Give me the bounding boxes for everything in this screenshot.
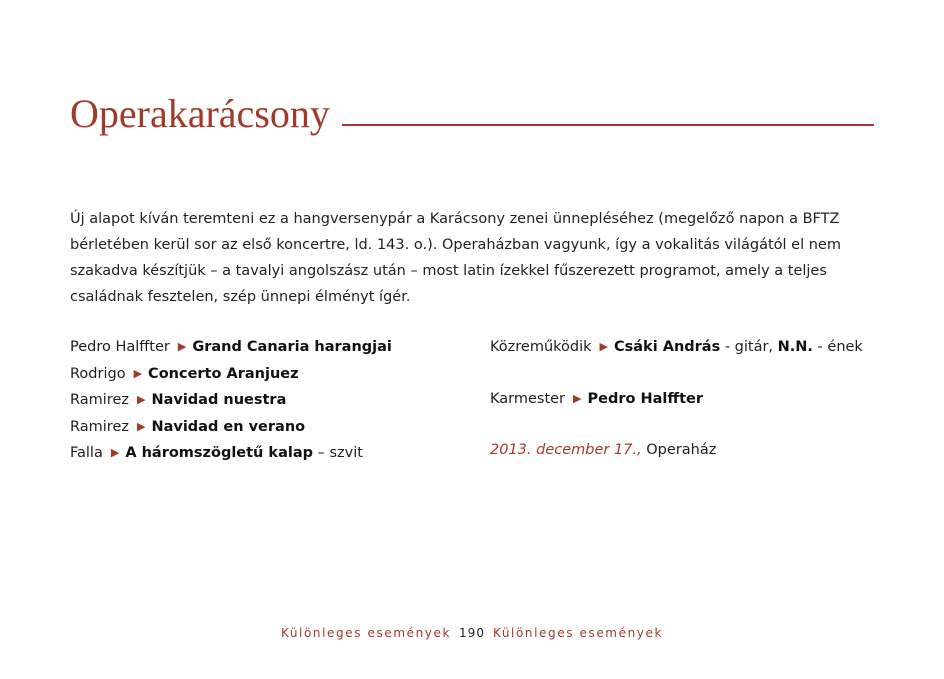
piece-title: A háromszögletű kalap	[125, 445, 313, 461]
piece-title: Grand Canaria harangjai	[192, 339, 392, 355]
conductor-label: Karmester	[490, 391, 566, 407]
performer-name: Csáki András	[614, 339, 721, 355]
composer-name: Ramirez	[70, 418, 129, 435]
composer-name: Rodrigo	[70, 365, 126, 382]
event-date: 2013. december 17.,	[490, 442, 642, 458]
page-number: 190	[459, 626, 485, 640]
piece-title: Navidad nuestra	[151, 392, 287, 408]
program-list	[70, 334, 470, 467]
spacer	[490, 361, 910, 387]
composer-name: Ramirez	[70, 392, 129, 408]
composer-name: Pedro Halffter	[70, 339, 170, 355]
composer-name: Falla	[70, 445, 103, 461]
spacer	[490, 413, 910, 439]
event-venue: Operaház	[641, 442, 717, 458]
triangle-right-icon: ▶	[110, 446, 120, 459]
triangle-right-icon: ▶	[136, 393, 146, 406]
piece-title: Concerto Aranjuez	[148, 365, 299, 382]
triangle-right-icon: ▶	[177, 340, 187, 353]
performers-line	[490, 334, 910, 361]
triangle-right-icon: ▶	[136, 419, 146, 433]
triangle-right-icon: ▶	[573, 392, 582, 405]
conductor-line	[490, 386, 910, 413]
performer-name: N.N.	[777, 339, 813, 355]
performer-role: - gitár,	[720, 339, 778, 355]
program-item	[70, 387, 470, 414]
event-details	[490, 334, 910, 464]
performers-label: Közreműködik	[490, 339, 592, 355]
program-item	[70, 440, 470, 467]
conductor-name: Pedro Halffter	[587, 391, 704, 407]
triangle-right-icon: ▶	[133, 366, 143, 380]
program-item	[70, 361, 470, 388]
piece-title: Navidad en verano	[151, 418, 306, 435]
piece-suffix: – szvit	[313, 445, 363, 461]
page-title: Operakarácsony	[70, 91, 330, 136]
triangle-right-icon: ▶	[599, 340, 608, 353]
program-item	[70, 334, 470, 361]
event-line	[490, 438, 910, 464]
intro-paragraph: Új alapot kíván teremteni ez a hangversenypár a Karácsony zenei ünnepléséhez (megelőző napon a BFTZ bérletében kerül sor az első koncertre, ld. 143. o.). Operaházban vagyunk, így a vokalitás világától el nem szakadva készítjük – a tavalyi angolszász után – most latin ízekkel fűszerezett programot, amely a teljes családnak fesztelen, szép ünnepi élményt ígér.	[70, 211, 841, 305]
title-row	[70, 90, 874, 138]
performer-role: - ének	[812, 339, 863, 355]
page-footer	[0, 626, 944, 640]
footer-section-left: Különleges események	[280, 626, 452, 640]
title-underline	[342, 124, 874, 126]
footer-section-right: Különleges események	[492, 626, 664, 640]
program-item	[70, 414, 470, 441]
